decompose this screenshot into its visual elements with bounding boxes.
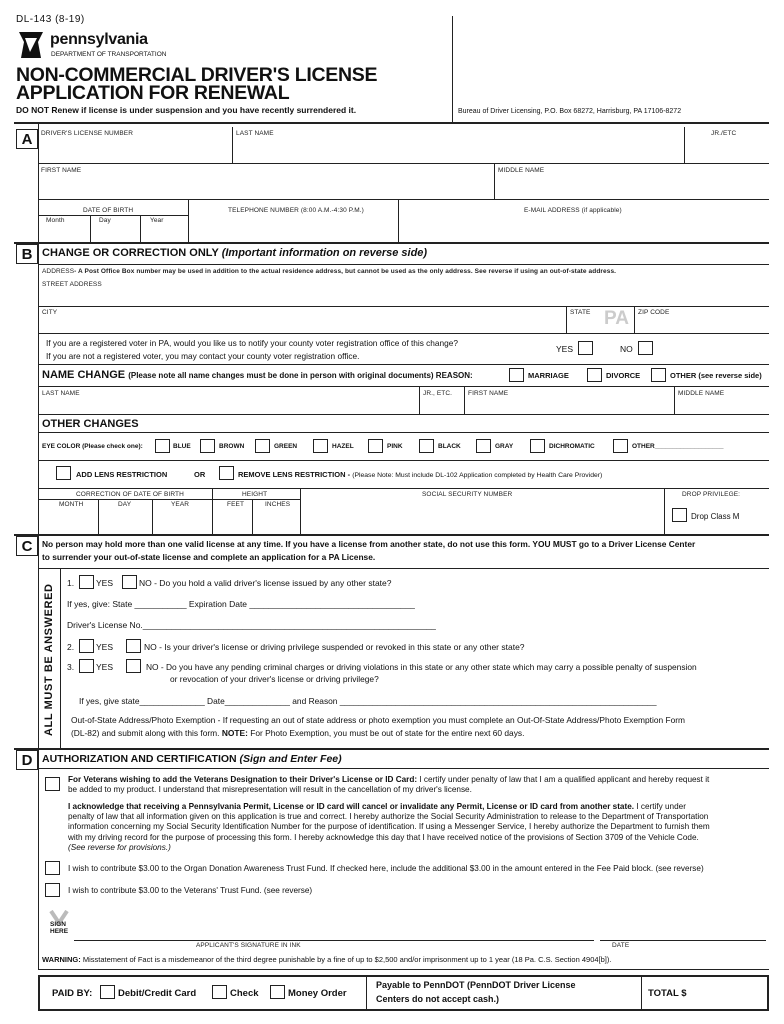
name-change-heading: NAME CHANGE (Please note all name changes must be done in person with original documents) REASON: [42,369,473,381]
all-must-be-answered-label: ALL MUST BE ANSWERED [43,583,55,737]
voter-yes-checkbox[interactable] [578,341,593,355]
eye-black-checkbox[interactable] [419,439,434,453]
q2-yes-checkbox[interactable] [79,639,94,653]
middle-name-field[interactable] [496,176,766,198]
height-feet-label: FEET [227,501,245,508]
q2-number: 2. [67,642,75,652]
height-label: HEIGHT [242,491,268,498]
telephone-label: TELEPHONE NUMBER (8:00 A.M.-4:30 P.M.) [228,207,364,214]
new-first-name-label: FIRST NAME [468,390,509,397]
voter-no-checkbox[interactable] [638,341,653,355]
q3-number: 3. [67,662,75,672]
money-order-label: Money Order [288,988,347,999]
zip-label: ZIP CODE [638,309,670,316]
q3-yes-label: YES [96,662,114,672]
marriage-label: MARRIAGE [528,371,569,380]
veteran-designation-checkbox[interactable] [45,777,60,791]
first-name-label: FIRST NAME [41,167,82,174]
jr-etc-field[interactable] [686,139,766,161]
eye-green-checkbox[interactable] [255,439,270,453]
new-last-name-field[interactable] [41,398,417,413]
date-field[interactable] [600,912,766,939]
email-field[interactable] [400,216,766,240]
debit-credit-checkbox[interactable] [100,985,115,999]
payable-line1: Payable to PennDOT (PennDOT Driver License [376,980,576,990]
state-label: STATE [570,309,591,316]
veterans-fund-text: I wish to contribute $3.00 to the Veterans' Trust Fund. (see reverse) [68,886,313,895]
q1-yes-label: YES [96,578,114,588]
section-d-marker: D [16,750,38,770]
section-c-marker: C [16,536,38,556]
new-middle-name-label: MIDDLE NAME [678,390,725,397]
zip-field[interactable] [636,317,766,332]
signature-label: APPLICANT'S SIGNATURE IN INK [196,942,301,949]
voter-question: If you are a registered voter in PA, would you like us to notify your county voter registration office of this change? [46,338,458,348]
veterans-fund-checkbox[interactable] [45,883,60,897]
eye-blue-checkbox[interactable] [155,439,170,453]
eye-green-label: GREEN [274,443,298,450]
exemption-line1: Out-of-State Address/Photo Exemption - If requesting an out of state address or photo exemption you must complete an Out-Of-State Address/Photo Exemption Form [71,715,686,725]
veteran-certification-text: For Veterans wishing to add the Veterans Designation to their Driver's License or ID Card: I certify under penalty of law that I am a qualified applicant and hereby request it be added to my product. I understand that misrepresentation will result in the cancellation of my driver's license. [68,775,710,795]
q1-yes-checkbox[interactable] [79,575,94,589]
city-field[interactable] [41,317,564,332]
new-jr-etc-label: JR., ETC. [423,390,453,397]
acknowledgement-text: I acknowledge that receiving a Pennsylvania Permit, License or ID card will cancel or invalidate any Permit, License or ID card from another state. I certify under penalty of law that all information given on this application is true and correct. I hereby authorize the Social Security Administration to release to the Department of Transportation information concerning my Social Security Identification Number for the purpose of identification. If using a Messenger Service, I hereby authorize the Department to furnish them with my driving record for the purpose of processing this form. I hereby acknowledge this day that I have received notice of the provisions of Section 3709 of the Vehicle Code. (See reverse for provisions.) [68,802,710,852]
drop-class-m-checkbox[interactable] [672,508,687,522]
first-name-field[interactable] [41,176,491,198]
q1-state-expiration: If yes, give: State ___________ Expiration Date ___________________________________ [67,599,415,609]
exemption-line2: (DL-82) and submit along with this form. NOTE: For Photo Exemption, you must be out of state for the entire next 60 days. [71,728,525,738]
last-name-field[interactable] [234,139,682,161]
divorce-label: DIVORCE [606,371,641,380]
ssn-label: SOCIAL SECURITY NUMBER [422,491,513,498]
remove-lens-checkbox[interactable] [219,466,234,480]
new-jr-etc-field[interactable] [421,398,462,413]
q3-yes-checkbox[interactable] [79,659,94,673]
dob-label: DATE OF BIRTH [83,207,134,214]
marriage-checkbox[interactable] [509,368,524,382]
new-last-name-label: LAST NAME [42,390,80,397]
misstatement-warning: WARNING: Misstatement of Fact is a misdemeanor of the third degree punishable by a fine of up to $2,500 and/or imprisonment up to 1 year (18 Pa. C.S. Section 4904[b]). [42,955,612,964]
q2-yes-label: YES [96,642,114,652]
correction-month-label: MONTH [59,501,84,508]
eye-other-label: OTHER___________________ [632,443,724,450]
add-lens-checkbox[interactable] [56,466,71,480]
correction-dob-label: CORRECTION OF DATE OF BIRTH [76,491,184,498]
other-reason-label: OTHER (see reverse side) [670,371,762,380]
q3-give-details: If yes, give state______________ Date______________ and Reason ____________________________________________________________________ [79,696,657,706]
paid-by-label: PAID BY: [52,988,93,999]
add-lens-label: ADD LENS RESTRICTION [76,470,168,479]
drop-class-m-label: Drop Class M [691,512,740,521]
payable-line2: Centers do not accept cash.) [376,994,500,1004]
q1-question: NO - Do you hold a valid driver's license issued by any other state? [139,578,392,588]
form-title-line2: APPLICATION FOR RENEWAL [16,82,290,104]
email-label: E-MAIL ADDRESS (if applicable) [524,207,622,214]
q1-number: 1. [67,578,75,588]
money-order-checkbox[interactable] [270,985,285,999]
organ-donation-checkbox[interactable] [45,861,60,875]
street-address-field[interactable] [41,289,766,305]
signature-field[interactable] [74,912,594,939]
penndot-logo [16,30,46,60]
total-amount-field[interactable] [700,980,764,1006]
check-checkbox[interactable] [212,985,227,999]
keystone-icon [16,30,46,60]
divorce-checkbox[interactable] [587,368,602,382]
eye-hazel-label: HAZEL [332,443,354,450]
dob-month-label: Month [46,217,65,224]
eye-gray-label: GRAY [495,443,514,450]
drop-privilege-label: DROP PRIVILEGE: [682,491,741,498]
lens-or-label: OR [194,470,206,479]
sign-here-label-1: SIGN [50,921,66,928]
agency-name: pennsylvania [50,31,148,48]
section-b-heading: CHANGE OR CORRECTION ONLY (Important information on reverse side) [42,247,428,259]
eye-brown-label: BROWN [219,443,245,450]
q1-license-number: Driver's License No.______________________________________________________________ [67,620,436,630]
eye-pink-label: PINK [387,443,403,450]
eye-other-checkbox[interactable] [613,439,628,453]
voter-note: If you are not a registered voter, you may contact your county voter registration office. [46,351,360,361]
license-number-field[interactable] [41,139,230,161]
bureau-address: Bureau of Driver Licensing, P.O. Box 68272, Harrisburg, PA 17106-8272 [458,108,682,115]
eye-brown-checkbox[interactable] [200,439,215,453]
other-changes-heading: OTHER CHANGES [42,418,139,430]
q2-question: NO - Is your driver's license or driving privilege suspended or revoked in this state or any other state? [144,642,525,652]
telephone-field[interactable] [190,216,396,240]
correction-day-label: DAY [118,501,132,508]
voter-yes-label: YES [556,344,574,354]
organ-donation-text: I wish to contribute $3.00 to the Organ Donation Awareness Trust Fund. If checked here, include the additional $3.00 in the amount entered in the Fee Paid block. (see reverse) [68,864,704,873]
eye-pink-checkbox[interactable] [368,439,383,453]
eye-black-label: BLACK [438,443,461,450]
eye-dichromatic-checkbox[interactable] [530,439,545,453]
section-b-marker: B [16,244,38,264]
agency-dept: DEPARTMENT OF TRANSPORTATION [51,51,167,58]
new-first-name-field[interactable] [466,398,672,413]
address-note: ADDRESS- A Post Office Box number may be used in addition to the actual residence address, but cannot be used as the only address. See reverse if using an out-of-state address. [42,268,617,275]
q3-no-checkbox[interactable] [126,659,141,673]
state-value: PA [604,308,629,329]
last-name-label: LAST NAME [236,130,274,137]
q3-question-line2: or revocation of your driver's license or driving privilege? [170,674,379,684]
section-a-marker: A [16,129,38,149]
eye-blue-label: BLUE [173,443,191,450]
other-reason-checkbox[interactable] [651,368,666,382]
section-c-intro-line2: to surrender your out-of-state license and complete an application for a PA License. [42,552,376,562]
q1-no-checkbox[interactable] [122,575,137,589]
height-inches-label: INCHES [265,501,291,508]
dob-year-label: Year [150,217,164,224]
correction-year-label: YEAR [171,501,190,508]
remove-lens-label: REMOVE LENS RESTRICTION - (Please Note: Must include DL-102 Application completed by Health Care Provider) [238,470,603,479]
dob-day-label: Day [99,217,111,224]
new-middle-name-field[interactable] [676,398,766,413]
renew-warning: DO NOT Renew if license is under suspension and you have recently surrendered it. [16,105,357,115]
eye-gray-checkbox[interactable] [476,439,491,453]
street-address-label: STREET ADDRESS [42,281,102,288]
debit-credit-label: Debit/Credit Card [118,988,197,999]
form-code: DL-143 (8-19) [16,14,85,25]
total-label: TOTAL $ [648,988,687,999]
q3-question-line1: NO - Do you have any pending criminal charges or driving violations in this state or any other state which may carry a possible penalty of suspension [146,662,697,672]
eye-dichromatic-label: DICHROMATIC [549,443,595,450]
eye-hazel-checkbox[interactable] [313,439,328,453]
form-title-line1: NON-COMMERCIAL DRIVER'S LICENSE [16,64,378,86]
date-label: DATE [612,942,630,949]
jr-etc-label: JR./ETC [711,130,737,137]
section-c-intro-line1: No person may hold more than one valid license at any time. If you have a license from another state, do not use this form. YOU MUST go to a Driver License Center [42,539,696,549]
eye-color-label: EYE COLOR (Please check one): [42,443,143,450]
ssn-field[interactable] [302,500,662,532]
middle-name-label: MIDDLE NAME [498,167,545,174]
city-label: CITY [42,309,58,316]
license-number-label: DRIVER'S LICENSE NUMBER [41,130,134,137]
q2-no-checkbox[interactable] [126,639,141,653]
check-label: Check [230,988,259,999]
section-d-heading: AUTHORIZATION AND CERTIFICATION (Sign and Enter Fee) [42,753,342,765]
voter-no-label: NO [620,344,633,354]
sign-here-label-2: HERE [50,928,69,935]
